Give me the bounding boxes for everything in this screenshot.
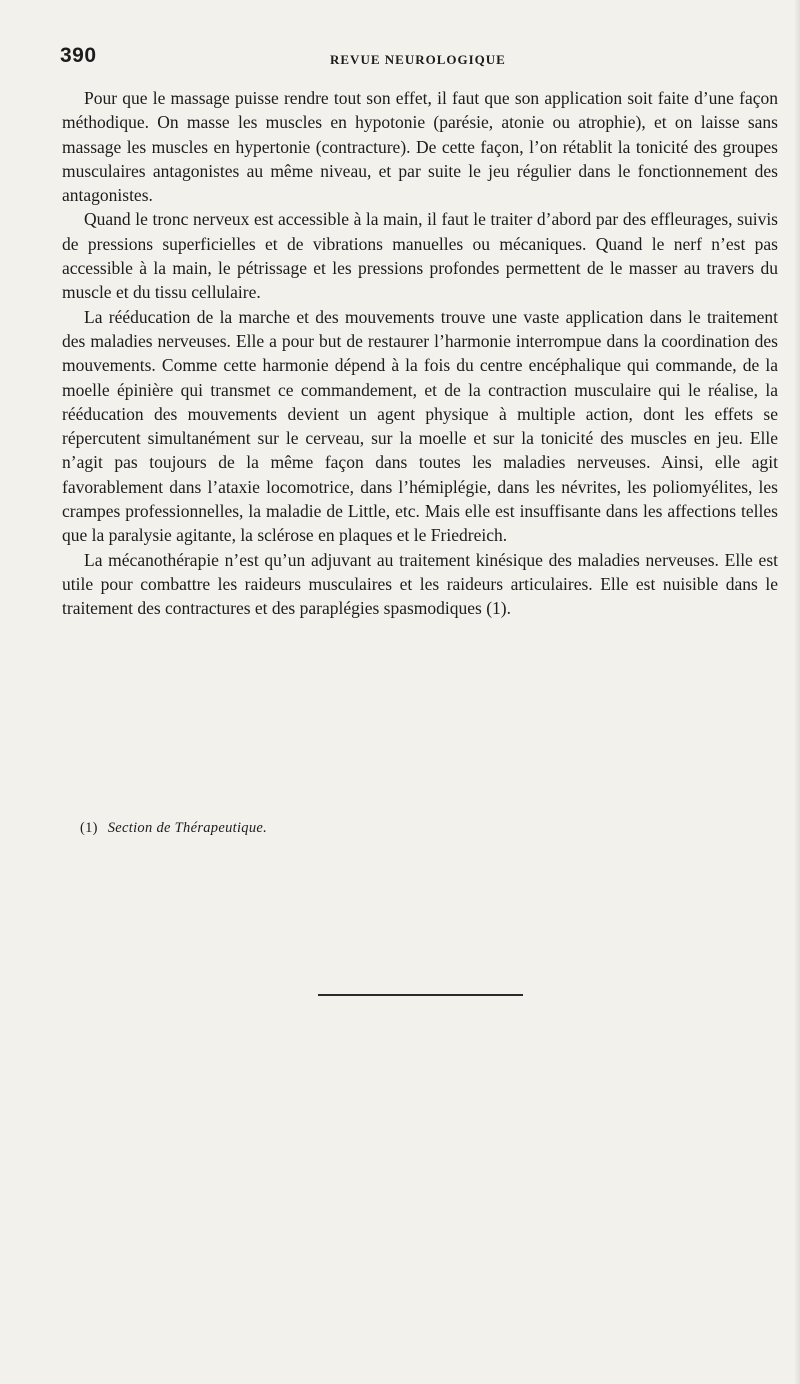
footnote-marker: (1) xyxy=(80,820,98,836)
running-head: REVUE NEUROLOGIQUE xyxy=(330,52,506,67)
body-text xyxy=(62,86,778,621)
paragraph-reeducation: La rééducation de la marche et des mouvements trouve une vaste application dans le traitement des maladies nerveuses. Elle a pour but de restaurer l’harmonie interrompue dans la coordination des mouvements. Comme cette harmonie dépend à la fois du centre encéphalique qui commande, de la moelle épinière qui transmet ce commandement, et de la contraction musculaire qui le réalise, la rééducation des mouvements devient un agent physique à multiple action, dont les effets se répercutent simultanément sur le cerveau, sur la moelle et sur la tonicité des muscles en jeu. Elle n’agit pas toujours de la même façon dans toutes les maladies nerveuses. Ainsi, elle agit favorablement dans l’ataxie locomotrice, dans l’hémiplégie, dans les névrites, les poliomyélites, les crampes professionnelles, la maladie de Little, etc. Mais elle est insuffisante dans les affections telles que la paralysie agitante, la sclérose en plaques et le Friedreich. xyxy=(62,306,778,546)
paragraph-nerve-trunk: Quand le tronc nerveux est accessible à la main, il faut le traiter d’abord par des effleurages, suivis de pressions superficielles et de vibrations manuelles ou mécaniques. Quand le nerf n’est pas accessible à la main, le pétrissage et les pressions profondes permettent de le masser au travers du muscle et du tissu cellulaire. xyxy=(62,209,778,303)
paragraph-massage: Pour que le massage puisse rendre tout son effet, il faut que son application soit faite d’une façon méthodique. On masse les muscles en hypotonie (parésie, atonie ou atrophie), et on laisse sans massage les muscles en hypertonie (contracture). De cette façon, l’on rétablit la tonicité des groupes musculaires antagonistes au même niveau, et par suite le jeu régulier dans le fonctionnement des antagonistes. xyxy=(62,88,778,206)
scan-edge-shadow xyxy=(794,0,800,1384)
paragraph-mechanotherapy: La mécanothérapie n’est qu’un adjuvant au traitement kinésique des maladies nerveuses. Elle est utile pour combattre les raideurs musculaires et les raideurs articulaires. Elle est nuisible dans le traitement des contractures et des paraplégies spasmodiques (1). xyxy=(62,549,778,619)
footnote xyxy=(80,820,267,837)
section-end-rule xyxy=(318,994,523,996)
footnote-text: Section de Thérapeutique. xyxy=(107,820,268,836)
page-number: 390 xyxy=(60,44,97,67)
